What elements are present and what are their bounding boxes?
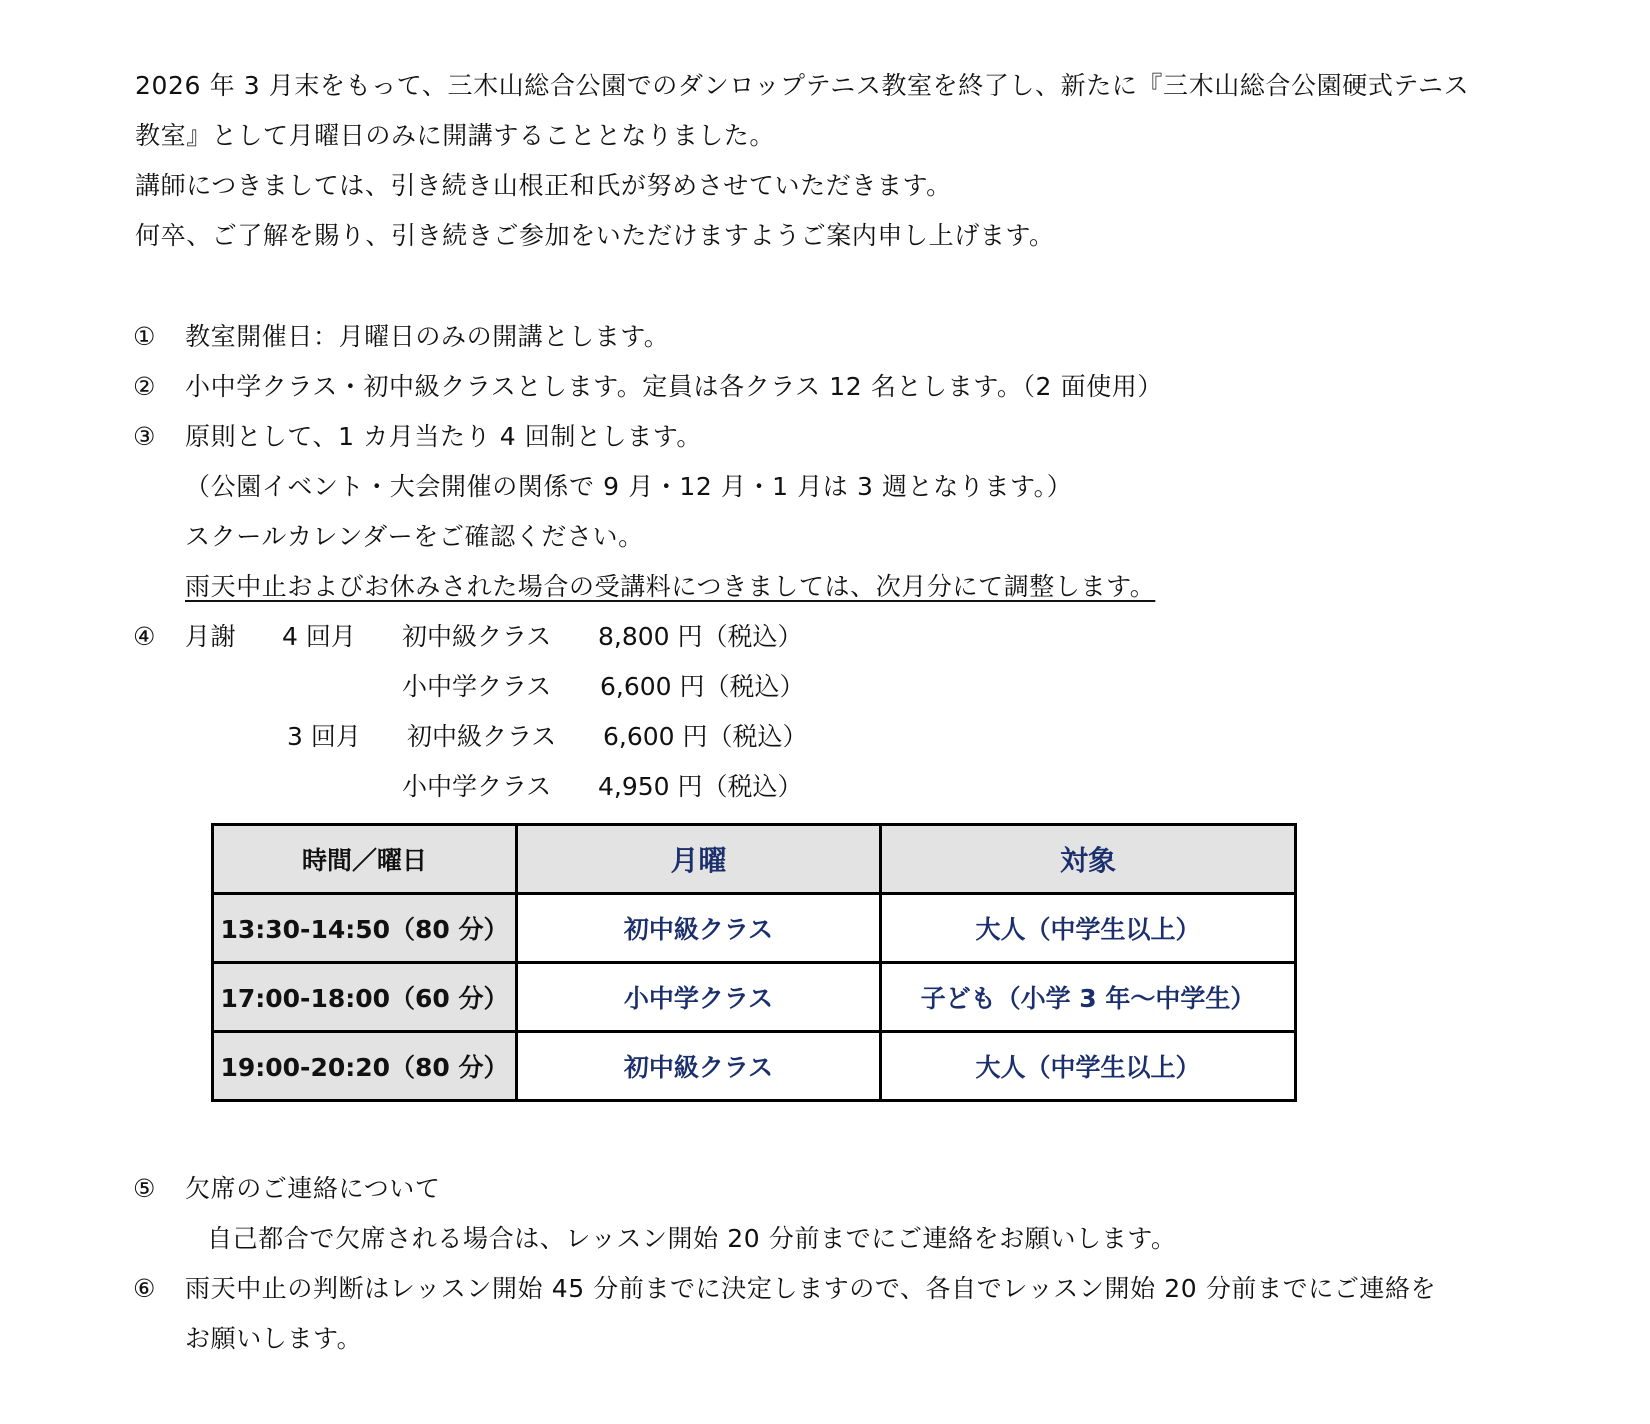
table-row (213, 963, 1296, 1032)
fee-price: 8,800 円（税込） (598, 622, 803, 651)
item-text: 雨天中止の判断はレッスン開始 45 分前までに決定しますので、各自でレッスン開始 20 分前までにご連絡を (185, 1274, 1437, 1303)
table-row (213, 894, 1296, 963)
intro-line: 何卒、ご了解を賜り、引き続きご参加をいただけますようご案内申し上げます。 (135, 221, 1055, 250)
intro-line: 講師につきましては、引き続き山根正和氏が努めさせていただきます。 (135, 171, 952, 200)
fee-price: 6,600 円（税込） (600, 672, 805, 701)
item-subtext: 自己都合で欠席される場合は、レッスン開始 20 分前までにご連絡をお願いします。 (207, 1224, 1177, 1253)
fee-class: 小中学クラス (402, 772, 552, 801)
cell-time: 19:00-20:20（80 分） (213, 1032, 517, 1101)
intro-line: 2026 年 3 月末をもって、三木山総合公園でのダンロップテニス教室を終了し、新たに『三木山総合公園硬式テニス (135, 71, 1470, 100)
fee-price: 6,600 円（税込） (603, 722, 808, 751)
header-target: 対象 (881, 825, 1296, 894)
cell-target: 子ども（小学 3 年～中学生） (881, 963, 1296, 1032)
item-subtext: （公園イベント・大会開催の関係で 9 月・12 月・1 月は 3 週となります。） (185, 472, 1073, 501)
item-subtext: お願いします。 (185, 1324, 363, 1353)
cell-target: 大人（中学生以上） (881, 894, 1296, 963)
item-marker: ① (133, 322, 156, 351)
fee-count: 3 回月 (287, 722, 361, 751)
intro-line: 教室』として月曜日のみに開講することとなりました。 (135, 121, 776, 150)
table-row (213, 1032, 1296, 1101)
fee-count: 4 回月 (282, 622, 356, 651)
schedule-table (211, 823, 1297, 1102)
table-header-row (213, 825, 1296, 894)
rain-policy-note: 雨天中止およびお休みされた場合の受講料につきましては、次月分にて調整します。 (185, 572, 1156, 601)
fee-price: 4,950 円（税込） (598, 772, 803, 801)
item-text: 教室開催日：月曜日のみの開講とします。 (185, 322, 670, 351)
cell-class: 初中級クラス (517, 894, 881, 963)
fees-label: 月謝 (185, 622, 237, 651)
item-text: 欠席のご連絡について (185, 1174, 441, 1203)
fee-class: 初中級クラス (407, 722, 557, 751)
cell-time: 17:00-18:00（60 分） (213, 963, 517, 1032)
item-marker: ⑥ (133, 1274, 156, 1303)
fee-class: 小中学クラス (402, 672, 552, 701)
header-monday: 月曜 (517, 825, 881, 894)
item-marker: ⑤ (133, 1174, 156, 1203)
fee-class: 初中級クラス (402, 622, 552, 651)
item-marker: ③ (133, 422, 156, 451)
item-marker: ④ (133, 622, 156, 651)
cell-class: 初中級クラス (517, 1032, 881, 1101)
cell-time: 13:30-14:50（80 分） (213, 894, 517, 963)
item-marker: ② (133, 372, 156, 401)
header-time-day: 時間／曜日 (213, 825, 517, 894)
cell-target: 大人（中学生以上） (881, 1032, 1296, 1101)
cell-class: 小中学クラス (517, 963, 881, 1032)
item-subtext: スクールカレンダーをご確認ください。 (185, 522, 644, 551)
item-text: 原則として、1 カ月当たり 4 回制とします。 (185, 422, 702, 451)
item-text: 小中学クラス・初中級クラスとします。定員は各クラス 12 名とします。（2 面使用） (185, 372, 1164, 401)
